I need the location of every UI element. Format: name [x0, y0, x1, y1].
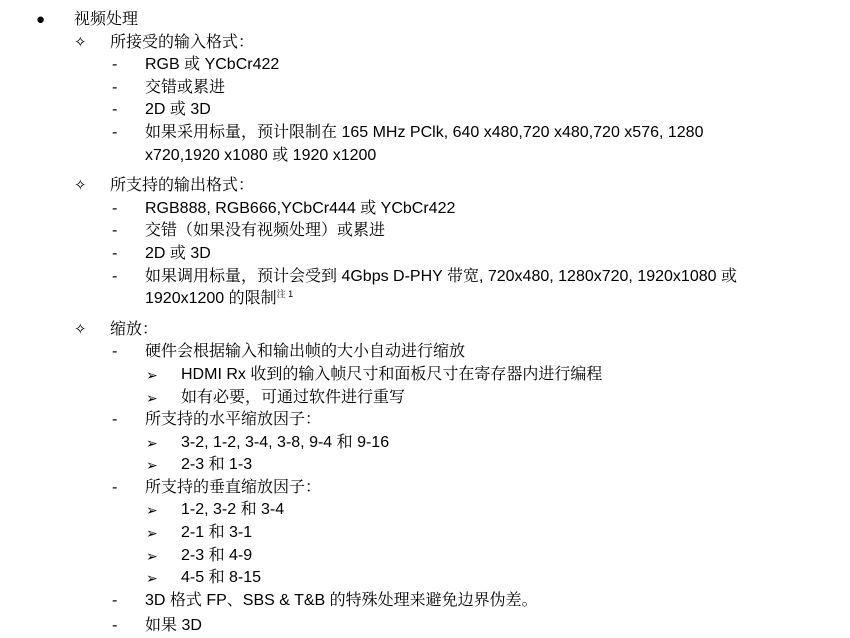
diamond-marker: ✧	[74, 320, 87, 338]
list-item-text	[145, 288, 850, 311]
output-formats-heading-row	[0, 175, 850, 198]
list-item	[0, 590, 850, 613]
input-formats-heading-row	[0, 32, 850, 55]
dash-marker: -	[112, 591, 118, 609]
dash-marker: -	[112, 101, 118, 119]
list-item	[0, 477, 850, 500]
sub-list-item	[0, 545, 850, 568]
list-item-text: 2D 或 3D	[145, 244, 211, 262]
output-formats-heading: 所支持的输出格式：	[110, 177, 255, 195]
list-item	[0, 198, 850, 221]
sub-list-item	[0, 567, 850, 590]
arrow-marker: ➢	[146, 525, 158, 542]
sub-list-item	[0, 432, 850, 455]
list-item-text: 交错或累进	[145, 78, 226, 96]
list-item-text: RGB888, RGB666,YCbCr444 或 YCbCr422	[145, 199, 456, 217]
list-item-text: 如果采用标量，预计限制在 165 MHz PClk, 640 x480,720 x480,720 x576, 1280	[145, 123, 704, 141]
list-item-continuation	[0, 145, 850, 168]
arrow-marker: ➢	[146, 366, 158, 383]
sub-list-item-text: 4-5 和 8-15	[181, 569, 262, 587]
dash-marker: -	[112, 343, 118, 361]
footnote-ref: 注 1	[276, 289, 294, 300]
sub-list-item	[0, 454, 850, 477]
input-formats-heading: 所接受的输入格式：	[110, 33, 255, 51]
arrow-marker: ➢	[146, 502, 158, 519]
sub-list-item	[0, 499, 850, 522]
dash-marker: -	[112, 267, 118, 285]
list-item-text: x720,1920 x1080 或 1920 x1200	[145, 146, 377, 164]
scaling-heading-row	[0, 319, 850, 342]
list-item	[0, 266, 850, 289]
section-video-processing	[0, 9, 850, 32]
section-title: 视频处理	[74, 11, 139, 28]
bullet-marker: ●	[36, 11, 46, 28]
dash-marker: -	[112, 478, 118, 496]
list-item-text: 如果调用标量，预计会受到 4Gbps D-PHY 带宽, 720x480, 1280x720, 1920x1080 或	[145, 267, 737, 285]
dash-marker: -	[112, 244, 118, 262]
dash-marker: -	[112, 199, 118, 217]
list-item-text: RGB 或 YCbCr422	[145, 56, 280, 74]
arrow-marker: ➢	[146, 570, 158, 587]
list-item-text: 所支持的垂直缩放因子：	[145, 478, 322, 496]
dash-marker: -	[112, 617, 118, 635]
list-item	[0, 77, 850, 100]
list-item	[0, 99, 850, 122]
sub-list-item-text: HDMI Rx 收到的输入帧尺寸和面板尺寸在寄存器内进行编程	[181, 365, 603, 383]
dash-marker: -	[112, 56, 118, 74]
sub-list-item-text: 如有必要，可通过软件进行重写	[181, 388, 406, 406]
list-item	[0, 341, 850, 364]
list-item	[0, 122, 850, 145]
list-item-text: 2D 或 3D	[145, 101, 211, 119]
list-item	[0, 243, 850, 266]
sub-list-item-text: 2-3 和 4-9	[181, 546, 253, 564]
list-item-cut-off	[0, 615, 850, 638]
list-item-text: 所支持的水平缩放因子：	[145, 411, 322, 429]
sub-list-item	[0, 522, 850, 545]
list-item	[0, 220, 850, 243]
list-item-text: 交错（如果没有视频处理）或累进	[145, 222, 386, 240]
sub-list-item-text: 1-2, 3-2 和 3-4	[181, 501, 285, 519]
diamond-marker: ✧	[74, 177, 87, 195]
dash-marker: -	[112, 78, 118, 96]
list-item-text: 3D 格式 FP、SBS & T&B 的特殊处理来避免边界伪差。	[145, 591, 538, 609]
list-item	[0, 409, 850, 432]
arrow-marker: ➢	[146, 434, 158, 451]
list-item-text: 硬件会根据输入和输出帧的大小自动进行缩放	[145, 343, 466, 361]
scaling-heading: 缩放：	[110, 320, 159, 338]
sub-list-item-text: 2-3 和 1-3	[181, 456, 253, 474]
arrow-marker: ➢	[146, 547, 158, 564]
dash-marker: -	[112, 123, 118, 141]
arrow-marker: ➢	[146, 457, 158, 474]
sub-list-item	[0, 387, 850, 410]
list-item	[0, 54, 850, 77]
limit-text: 1920x1200 的限制	[145, 290, 277, 308]
sub-list-item	[0, 364, 850, 387]
dash-marker: -	[112, 222, 118, 240]
diamond-marker: ✧	[74, 33, 87, 51]
dash-marker: -	[112, 411, 118, 429]
arrow-marker: ➢	[146, 389, 158, 406]
list-item-continuation	[0, 288, 850, 311]
sub-list-item-text: 2-1 和 3-1	[181, 524, 253, 542]
sub-list-item-text: 3-2, 1-2, 3-4, 3-8, 9-4 和 9-16	[181, 433, 390, 451]
list-item-text: 如果 3D	[145, 617, 202, 635]
